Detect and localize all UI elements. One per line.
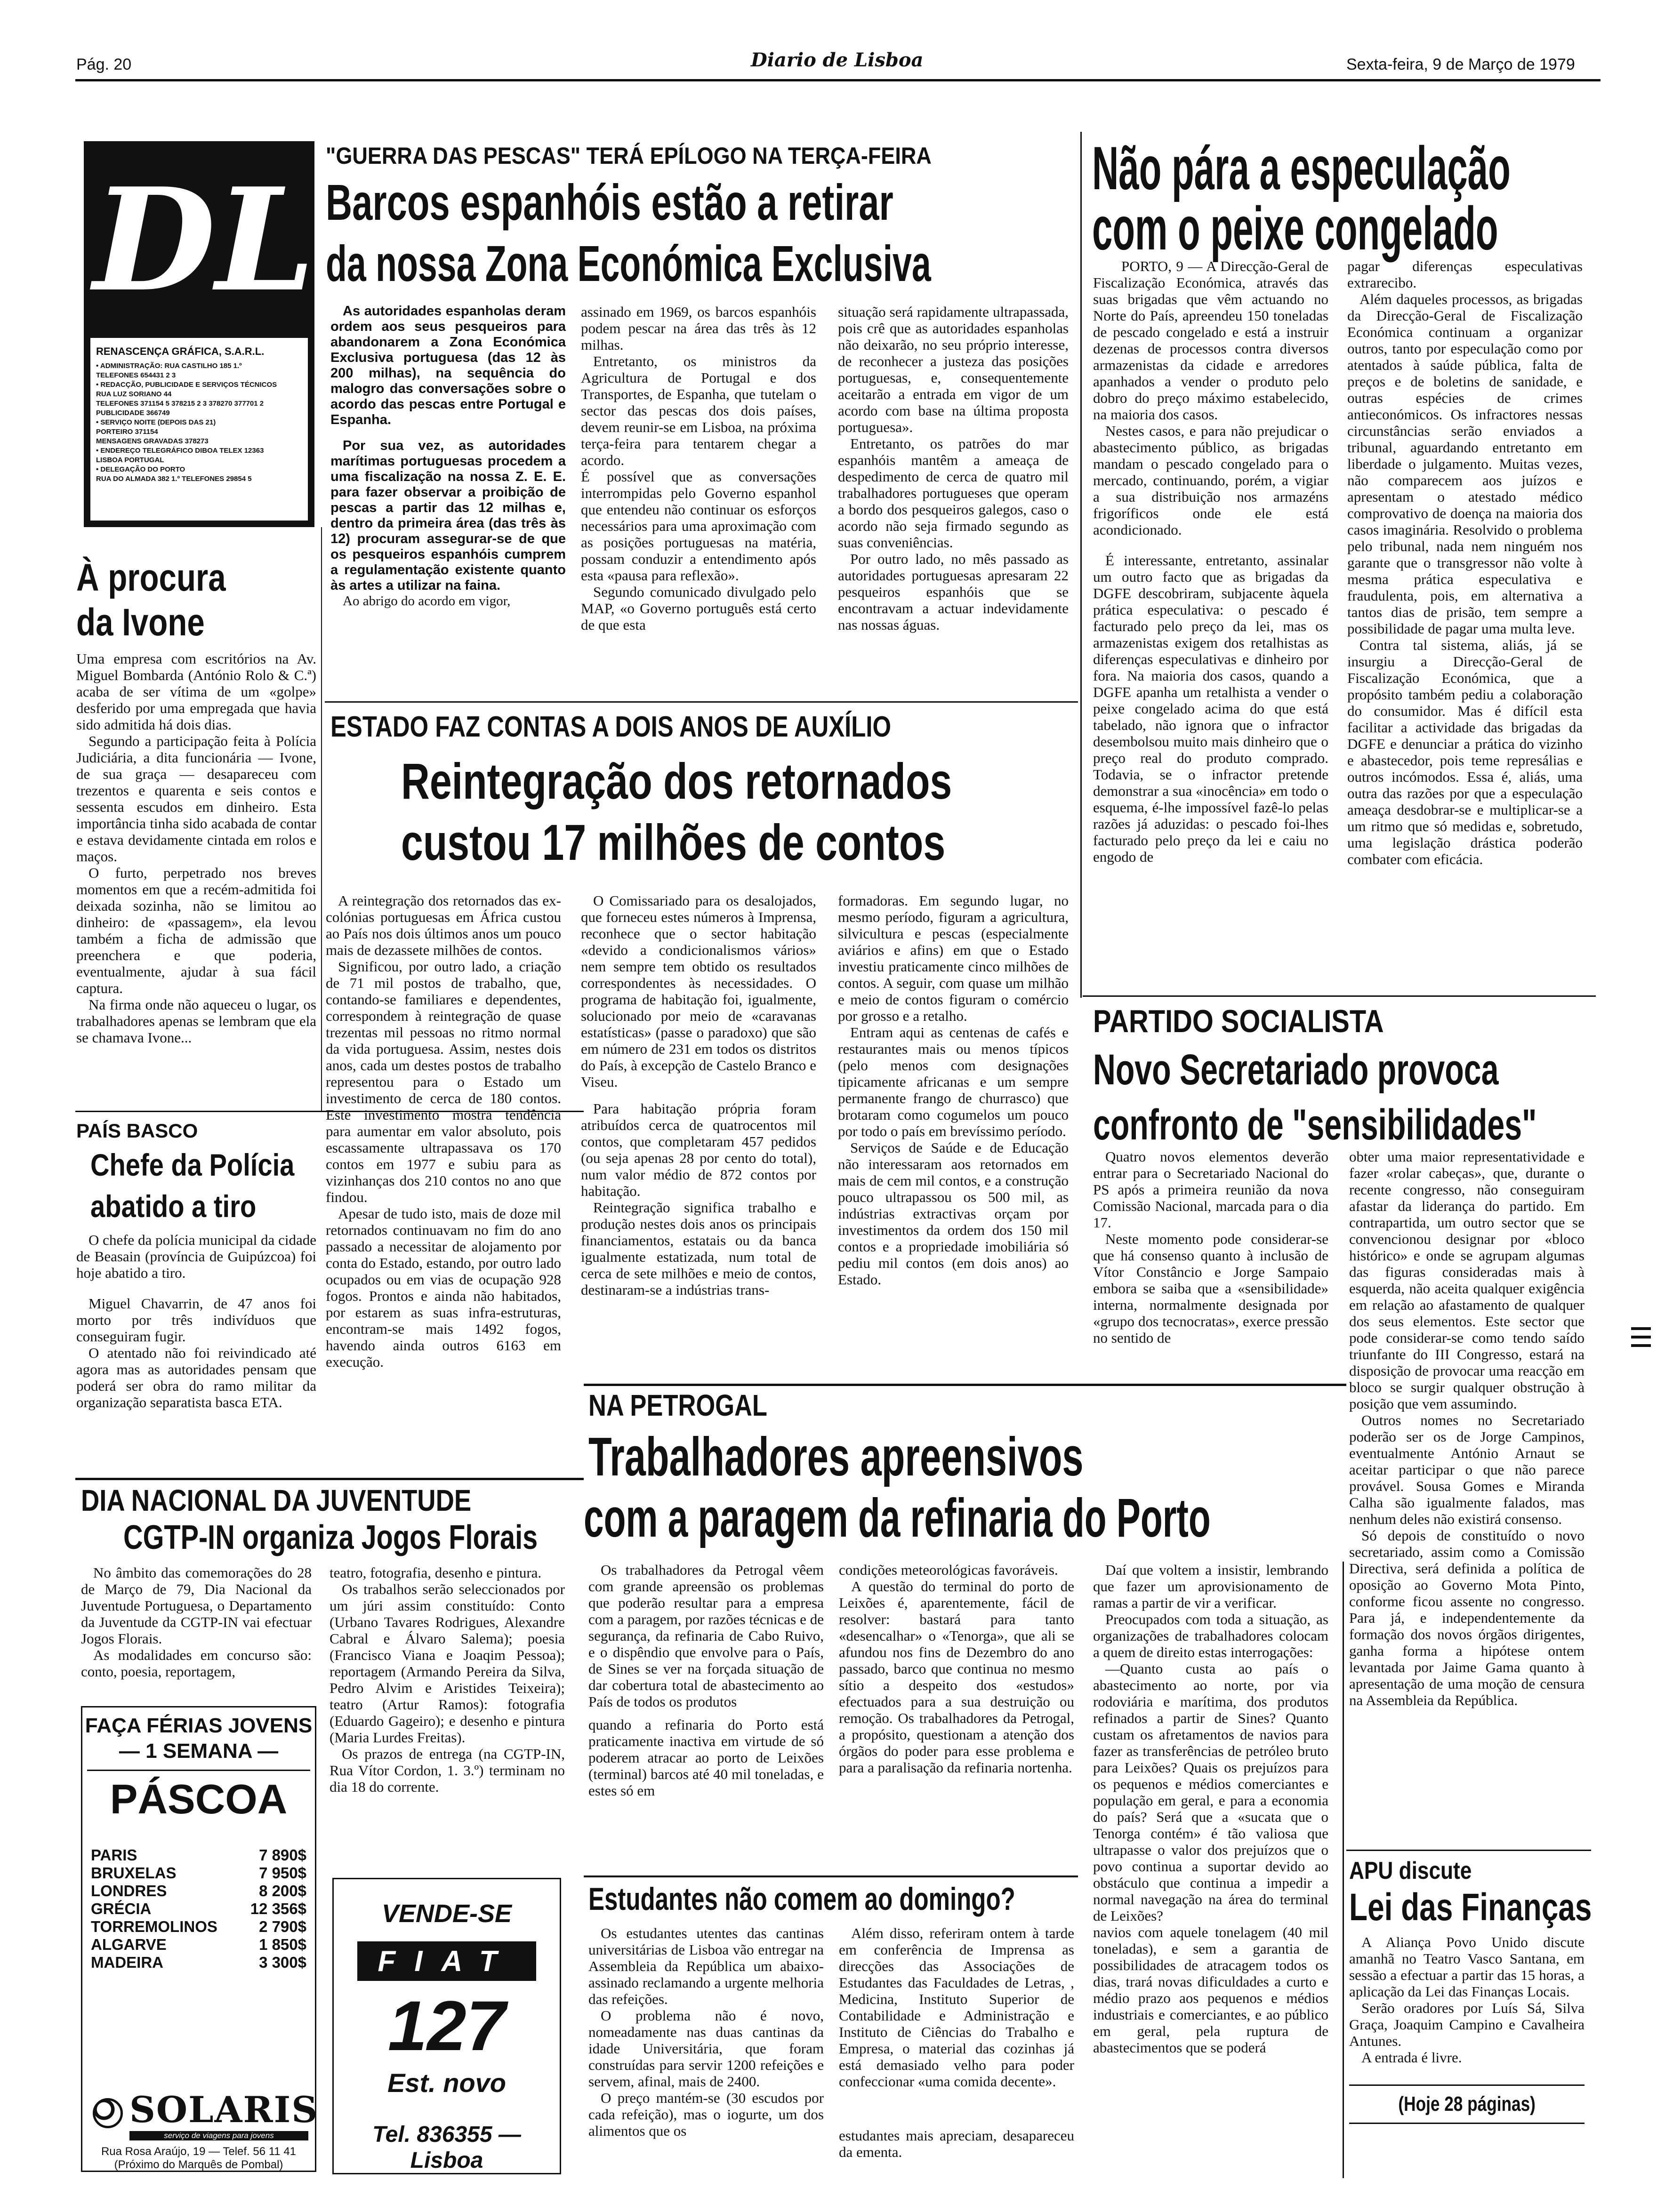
price-city: PARIS (91, 1846, 137, 1864)
header-rule (75, 79, 1601, 81)
juventude-kicker: DIA NACIONAL DA JUVENTUDE (81, 1483, 472, 1517)
logo-info-line: TELEFONES 654431 2 3 (96, 371, 176, 379)
basco-body: O chefe da polícia municipal da cidade de Beasain (província de Guipúzcoa) foi hoje abatido a tiro. Miguel Chavarrin, de 47 anos foi morto por três indivíduos que conseguiram fugir. O atentado não foi reivindicado até agora mas as autoridades pensam que poderá ser obra do ramo militar da organização separatista basca ETA. (76, 1232, 316, 1411)
solaris-brand: SOLARIS (129, 2089, 319, 2131)
solaris-pascoa: PÁSCOA (110, 1776, 288, 1822)
logo-box (84, 141, 314, 527)
apu-kicker: APU discute (1349, 1857, 1472, 1884)
price-value: 7 890$ (259, 1846, 306, 1864)
ps-title-1: Novo Secretariado provoca (1093, 1046, 1499, 1094)
price-value: 7 950$ (259, 1864, 306, 1882)
pescas-col-3: situação será rapidamente ultrapassada, pois crê que as autoridades espanholas não deixarão, no seu próprio interesse, de reconhecer a justeza das posições portuguesas, e, consequentemente aceitarão a entrada em vigor de um acordo com base na última proposta portuguesa». Entretanto, os patrões do mar espanhóis mantêm a ameaça de despedimento de cerca de quatro mil trabalhadores portugueses que operam a bordo dos pesqueiros galegos, caso o acordo não seja firmado segundo as suas conveniências. Por outro lado, no mês passado as autoridades portuguesas apresaram 22 pesqueiros espanhóis que se encontravam a actuar indevidamente nas nossas águas. (838, 304, 1069, 633)
retornados-col-1: A reintegração dos retornados das ex-colónias portuguesas em África custou ao País nos dois últimos anos um pouco mais de dezassete milhões de contos. Significou, por outro lado, a criação de 71 mil postos de trabalho, que, contando-se familiares e dependentes, correspondem à reintegração de quase trezentas mil pessoas no ritmo normal da vida portuguesa. Assim, nestes dois anos, cada um destes postos de trabalho representou para o Estado um investimento de cerca de 180 contos. Este investimento mostra tendência para aumentar em valor absoluto, pois escassamente ultrapassava os 170 contos em 1977 e subiu para as vizinhanças dos 210 contos no ano que findou. Apesar de tudo isto, mais de doze mil retornados continuavam no fim do ano passado a necessitar de alojamento por conta do Estado, estando, por outro lado ocupados ou em vias de ocupação 928 fogos. Prontos e ainda não habitados, por estarem as suas infra-estruturas, encontram-se mais 1492 fogos, havendo ainda outros 6163 em execução. (326, 892, 561, 1370)
petrogal-col-2: condições meteorológicas favoráveis. A questão do terminal do porto de Leixões é, aparentemente, fácil de resolver: bastará para tanto «desencalhar» o «Tenorga», que ali se afundou nos fins de Dezembro do ano passado, barco que continua no mesmo sítio a despeito dos «estudos» efectuados para a sua destruição ou remoção. Os trabalhadores da Petrogal, a propósito, questionam a atenção dos órgãos do poder para esse problema e para a paralisação da refinaria nortenha. (839, 1562, 1074, 1776)
retornados-title-1: Reintegração dos retornados (401, 753, 952, 809)
logo-info-line: PUBLICIDADE 366749 (96, 409, 170, 417)
pescas-kicker: "GUERRA DAS PESCAS" TERÁ EPÍLOGO NA TERÇA-FEIRA (326, 143, 932, 169)
fiat-phone: Tel. 836355 — Lisboa (372, 2122, 521, 2173)
petrogal-kicker: NA PETROGAL (588, 1388, 767, 1422)
logo-info-line: LISBOA PORTUGAL (96, 456, 164, 464)
logo-info-line: • ENDEREÇO TELEGRÁFICO DIBOA TELEX 12363 (96, 447, 264, 455)
logo-info-line: RUA LUZ SORIANO 44 (96, 390, 172, 398)
price-row (91, 1882, 306, 1900)
price-row (91, 1954, 306, 1972)
apu-rule (1346, 1850, 1591, 1851)
fiat-state: Est. novo (387, 2068, 507, 2098)
price-value: 8 200$ (259, 1882, 306, 1899)
vrule-center-right (1080, 132, 1082, 998)
price-row (91, 1864, 306, 1882)
vrule-left (321, 527, 322, 1111)
price-value: 2 790$ (259, 1918, 306, 1935)
price-value: 12 356$ (250, 1900, 306, 1917)
price-row (91, 1918, 306, 1936)
retornados-col-2: O Comissariado para os desalojados, que forneceu estes números à Imprensa, reconhece que o sector habitação «devido a condicionalismos vários» nem sempre tem obtido os resultados correspondentes às necessidades. O programa de habitação foi, igualmente, solucionado por meio de «caravanas estatísticas» (passe o paradoxo) que são em número de 231 em todos os distritos do País, à excepção de Castelo Branco e Viseu. Para habitação própria foram atribuídos cerca de quatrocentos mil contos, que completaram 457 pedidos (ou seja apenas 28 por cento do total), num valor médio de 872 contos por habitação. Reintegração significa trabalho e produção nestes dois anos os principais financiamentos, estatais ou da banca igualmente estatizada, num total de cerca de sete milhões e meio de contos, destinaram-se a indústrias trans- (581, 892, 816, 1298)
petrogal-title-2: com a paragem da refinaria do Porto (584, 1487, 1211, 1548)
peixe-title-2: com o peixe congelado (1092, 194, 1498, 263)
pescas-title-1: Barcos espanhóis estão a retirar (326, 174, 893, 231)
logo-info-line: PORTEIRO 371154 (96, 428, 158, 436)
logo-info-line: TELEFONES 371154 5 378215 2 3 378270 377701 2 (96, 400, 264, 408)
apu-pages: (Hoje 28 páginas) (1398, 2092, 1536, 2116)
juventude-col-1: No âmbito das comemorações do 28 de Março de 79, Dia Nacional da Juventude Portuguesa, o Departamento da Juventude da CGTP-IN vai efectuar Jogos Florais. As modalidades em concurso são: conto, poesia, reportagem, (81, 1564, 312, 1680)
fiat-ad (332, 1878, 561, 2174)
petrogal-vrule (1343, 1562, 1344, 2178)
solaris-ad (81, 1706, 319, 2172)
estudantes-col-1: Os estudantes utentes das cantinas universitárias de Lisboa vão entregar na Assembleia da República um abaixo-assinado reclamando a urgente melhoria das refeições. O problema não é novo, nomeadamente nas duas cantinas da idade Universitária, que foram construídas para servir 1200 refeições e servem, afinal, mais de 2400. O preço mantém-se (30 escudos por cada refeição), mas o iogurte, um dos alimentos que os (588, 1925, 824, 2139)
peixe-col-1: PORTO, 9 — A Direcção-Geral de Fiscalização Económica, através das suas brigadas que vêm actuando no Norte do País, apreendeu 150 toneladas de pescado congelado e está a instruir dezenas de processos contra diversos armazenistas da cidade e arredores apanhados a vender o produto pelo dobro do preço máximo estabelecido, na maioria dos casos. Nestes casos, e para não prejudicar o abastecimento público, as brigadas mandam o pescado congelado para o mercado, continuando, porém, a vigiar a sua distribuição nos armazéns frigoríficos onde ele está acondicionado. É interessante, entretanto, assinalar um outro facto que as brigadas da DGFE descobriram, subjacente àquela prática especulativa: o pescado é facturado pelo preço da lei, mas os armazenistas exigem dos retalhistas as diferenças especulativas e dinheiro por fora. Na maioria dos casos, quando a DGFE apanha um retalhista a vender o peixe congelado acima do que está tabelado, não ignora que o infractor desembolsou muito mais dinheiro que o preço real do produto comprado. Todavia, se o infractor pretende demonstrar a sua «inocência» em todo o esquema, é-lhe impossível fazê-lo pelas razões já aduzidas: o pescado foi-lhes facturado pelo preço da lei e caiu no engodo de (1093, 258, 1328, 865)
logo-info-line: RUA DO ALMADA 382 1.º TELEFONES 29854 5 (96, 475, 252, 483)
ivone-body: Uma empresa com escritórios na Av. Miguel Bombarda (António Rolo & C.ª) acaba de ser vítima de um «golpe» desferido por uma empregada que havia sido admitida há dois dias. Segundo a participação feita à Polícia Judiciária, a dita funcionária — Ivone, de sua graça — desapareceu com trezentos e quarenta e seis contos e sessenta escudos em dinheiro. Esta importância tinha sido acabada de contar e estava devidamente cintada em rolos e maços. O furto, perpetrado nos breves momentos em que a recém-admitida foi deixada sozinha, não se limitou ao dinheiro: de «passagem», ela levou também a ficha de admissão que preenchera e que poderia, eventualmente, ajudar à sua fácil captura. Na firma onde não aqueceu o lugar, os trabalhadores apenas se lembram que ela se chamava Ivone... (76, 650, 316, 1046)
pescas-col-1: As autoridades espanholas deram ordem aos seus pesqueiros para abandonarem a Zona Económica Exclusiva portuguesa (das 12 às 200 milhas), na sequência do malogro das conversações sobre o acordo das pescas entre Portugal e Espanha. Por sua vez, as autoridades marítimas portuguesas procedem a uma fiscalização na nossa Z. E. E. para fazer observar a proibição de pescas a partir das 12 milhas e, dentro da primeira área (das três às 12) procuram assegurar-se de que os pesqueiros espanhóis cumprem a regulamentação existente quanto às artes a utilizar na faina. Ao abrigo do acordo em vigor, (330, 304, 566, 609)
price-row (91, 1900, 306, 1918)
apu-body: A Aliança Povo Unido discute amanhã no Teatro Vasco Santana, em sessão a efectuar a partir das 15 horas, a aplicação da Lei das Finanças Locais. Serão oradores por Luís Sá, Silva Graça, Joaquim Campino e Cavalheira Antunes. A entrada é livre. (1349, 1934, 1585, 2066)
basco-title-2: abatido a tiro (90, 1189, 257, 1224)
fiat-logo (357, 1941, 536, 1981)
peixe-col-2: pagar diferenças especulativas extrarecibo. Além daqueles processos, as brigadas da Direcção-Geral de Fiscalização Económica continuam a organizar outros, tanto por especulação como por atentados à saúde pública, falta de preços e de boletins de sanidade, e outras espécies de crimes antieconómicos. Os infractores nessas circunstâncias serão enviados a tribunal, aguardando entretanto em liberdade o julgamento. Muitas vezes, não comparecem aos juízos e apresentam o atestado médico comprovativo de doença na maioria dos casos imaginária. Resolvido o problema pelo tribunal, nada nem ninguém nos garante que o transgressor não volte à mesma prática especulativa e fraudulenta, pois, em alternativa a tantos dias de prisão, tem sempre a possibilidade de pagar uma multa leve. Contra tal sistema, aliás, já se insurgiu a Direcção-Geral de Fiscalização Económica, que a propósito também pediu a colaboração do consumidor. Mas é difícil esta facilitar a actividade das brigadas da DGFE e denunciar a prática do vizinho e abastecedor, pois teme represálias e outros incómodos. Essa é, aliás, uma outra das razões por que a especulação ameaça desdobrar-se e multiplicar-se a um ritmo que só medidas e, sobretudo, uma legislação drástica poderão combater com eficácia. (1347, 258, 1583, 867)
apu-title: Lei das Finanças (1349, 1886, 1592, 1929)
estudantes-col-2: Além disso, referiram ontem à tarde em conferência de Imprensa as direcções das Associações de Estudantes das Faculdades de Letras, , Medicina, Instituto Superior de Contabilidade e Administração e Instituto de Ciências do Trabalho e Empresa, o material das cozinhas já está demasiado velho para poder confeccionar «uma comida decente». estudantes mais apreciam, desapareceu da ementa. (839, 1925, 1074, 2160)
price-city: GRÉCIA (91, 1900, 152, 1917)
ivone-title-2: da Ivone (76, 601, 205, 644)
logo-info-line: • REDACÇÃO, PUBLICIDADE E SERVIÇOS TÉCNICOS (96, 381, 277, 389)
price-value: 1 850$ (259, 1936, 306, 1953)
page-date: Sexta-feira, 9 de Março de 1979 (1346, 56, 1575, 73)
dl-logo: DL (93, 157, 315, 323)
price-city: ALGARVE (91, 1936, 167, 1953)
estudantes-title: Estudantes não comem ao domingo? (588, 1881, 1015, 1917)
retornados-kicker: ESTADO FAZ CONTAS A DOIS ANOS DE AUXÍLIO (330, 711, 892, 743)
juventude-col-2: teatro, fotografia, desenho e pintura. Os trabalhos serão seleccionados por um júri assim constituído: Conto (Urbano Tavares Rodrigues, Alexandre Cabral e Álvaro Salema); poesia (Francisco Viana e Joaqim Pessoa); reportagem (Armando Pereira da Silva, Pedro Alvim e Aristides Teixeira); teatro (Artur Ramos): fotografia (Eduardo Gageiro); e desenho e pintura (Maria Lurdes Freitas). Os prazos de entrega (na CGTP-IN, Rua Vítor Cordon, 1. 3.º) terminam no dia 18 do corrente. (330, 1564, 565, 1795)
solaris-address: Rua Rosa Araújo, 19 — Telef. 56 11 41 (Próximo do Marquês de Pombal) (101, 2145, 297, 2171)
fiat-head: VENDE-SE (381, 1899, 512, 1928)
logo-info-line: • SERVIÇO NOITE (DEPOIS DAS 21) (96, 418, 216, 426)
logo-info (90, 338, 308, 521)
solaris-tagline: serviço de viagens para jovens (129, 2131, 308, 2140)
retornados-title-2: custou 17 milhões de contos (401, 814, 946, 871)
ps-title-2: confronto de "sensibilidades" (1093, 1101, 1537, 1149)
peixe-rule (1083, 995, 1596, 997)
basco-kicker: PAÍS BASCO (76, 1120, 198, 1142)
juventude-title: CGTP-IN organiza Jogos Florais (123, 1519, 538, 1556)
pescas-col-2: assinado em 1969, os barcos espanhóis podem pescar na área das três às 12 milhas. Entretanto, os ministros da Agricultura de Portugal e dos Transportes, de Espanha, que tutelam o sector das pescas dos dois países, devem reunir-se em Lisboa, na próxima terça-feira para tentarem chegar a acordo. É possível que as conversações interrompidas pelo Governo espanhol que entendeu não continuar os esforços necessários para uma aproximação com as posições portuguesas na matéria, possam conduzir a entendimento após esta «pausa para reflexão». Segundo comunicado divulgado pelo MAP, «o Governo português está certo de que esta (581, 304, 816, 633)
ps-col-2: obter uma maior representatividade e fazer «rolar cabeças», que, durante o recente congresso, não conseguiram afastar da liderança do partido. Em contrapartida, um outro sector que se convencionou designar por «bloco histórico» e onde se agrupam algumas das figuras consideradas mais à esquerda, não aceita qualquer exigência em relação ao afastamento de qualquer dos seus elementos. Este sector que pode considerar-se como tendo saído triunfante do III Congresso, estará na disposição de provocar uma reacção em bloco se surgir qualquer obstrução à posição que vem assumindo. Outros nomes no Secretariado poderão ser os de Jorge Campinos, eventualmente António Arnaut se aceitar participar o que não parece provável. Sousa Gomes e Miranda Calha são igualmente falados, mas nenhum deles não existirá consenso. Só depois de constituído o novo secretariado, assim como a Comissão Directiva, será definida a política de oposição ao Governo Mota Pinto, conforme ficou assente no congresso. Para já, e independentemente da formação dos novos órgãos dirigentes, ganha forma a hipótese ontem levantada por Jaime Gama quanto à apresentação de uma moção de censura na Assembleia da República. (1349, 1148, 1585, 1708)
ps-kicker: PARTIDO SOCIALISTA (1093, 1003, 1384, 1039)
ivone-title-1: À procura (76, 556, 226, 599)
logo-info-line: MENSAGENS GRAVADAS 378273 (96, 437, 209, 445)
price-list (91, 1846, 306, 1972)
solaris-heading-1: FAÇA FÉRIAS JOVENS (85, 1714, 313, 1737)
price-row (91, 1846, 306, 1864)
price-city: BRUXELAS (91, 1864, 177, 1882)
apu-pages-box (1349, 2084, 1585, 2124)
logo-info-line: RENASCENÇA GRÁFICA, S.A.R.L. (96, 345, 265, 357)
price-value: 3 300$ (259, 1954, 306, 1971)
retornados-col-3: formadoras. Em segundo lugar, no mesmo período, figuram a agricultura, silvicultura e pescas (especialmente aviários e afins) em que o Estado investiu praticamente cinco milhões de contos. A seguir, com quase um milhão e meio de contos figuram o comércio por grosso e a retalho. Entram aqui as centenas de cafés e restaurantes mais ou menos típicos (pelo menos com designações tipicamente africanas e um sempre permanente frango de churrasco) que brotaram como cogumelos um pouco por todo o país em brevíssimo período. Serviços de Saúde e de Educação não interessaram aos retornados em mais de cem mil contos, e a construção pouco ultrapassou os 500 mil, as indústrias extractivas orçam por investimentos da ordem dos 150 mil contos e a propriedade imobiliária só pediu mil contos (em dois anos) ao Estado. (838, 892, 1069, 1288)
solaris-globe-icon (93, 2098, 123, 2128)
logo-info-line: • ADMINISTRAÇÃO: RUA CASTILHO 185 1.º (96, 362, 242, 370)
fiat-model: 127 (387, 1986, 506, 2065)
page-number: Pág. 20 (76, 56, 132, 73)
petrogal-rule (584, 1384, 1346, 1386)
pescas-title-2: da nossa Zona Económica Exclusiva (326, 235, 931, 292)
pescas-rule (325, 701, 1078, 703)
logo-info-line: • DELEGAÇÃO DO PORTO (96, 465, 185, 473)
juventude-rule (75, 1478, 584, 1480)
solaris-heading-2: — 1 SEMANA — (119, 1739, 279, 1763)
ps-col-1: Quatro novos elementos deverão entrar para o Secretariado Nacional do PS após a primeira reunião da nova Comissão Nacional, marcada para o dia 17. Neste momento pode considerar-se que há consenso quanto à inclusão de Vítor Constâncio e Jorge Sampaio embora se saiba que a «sensibilidade» interna, normalmente designada por «grupo dos tecnocratas», exerce pressão no sentido de (1093, 1148, 1328, 1346)
masthead: Diario de Lisboa (751, 49, 924, 71)
price-city: LONDRES (91, 1882, 167, 1899)
margin-mark (1631, 1327, 1651, 1349)
price-row (91, 1936, 306, 1954)
fiat-brand: FIAT (378, 1945, 516, 1978)
price-city: MADEIRA (91, 1954, 163, 1971)
price-city: TORREMOLINOS (91, 1918, 217, 1935)
estudantes-rule (584, 1875, 1078, 1877)
petrogal-col-1: Os trabalhadores da Petrogal vêem com grande apreensão os problemas que poderão resultar para a empresa com a paragem, por razões técnicas e de segurança, da refinaria de Cabo Ruivo, e o dispêndio que envolve para o País, de Sines se ver na forçada situação de dar cobertura total de abastecimento ao País de todos os produtos quando a refinaria do Porto está praticamente inactiva em virtude de só poderem atracar ao porto de Leixões (terminal) barcos até 40 mil toneladas, e estes só em (588, 1562, 824, 1799)
basco-title-1: Chefe da Polícia (90, 1147, 295, 1182)
petrogal-title-1: Trabalhadores apreensivos (588, 1426, 1084, 1487)
peixe-title-1: Não pára a especulação (1092, 134, 1511, 202)
petrogal-col-3: Daí que voltem a insistir, lembrando que fazer um aprovisionamento de ramas a partir de vir a verificar. Preocupados com toda a situação, as organizações de trabalhadores colocam a quem de direito estas interrogações: —Quanto custa ao país o abastecimento ao norte, por via rodoviária e marítima, dos produtos refinados a partir de Sines? Quanto custam os afretamentos de navios para fazer as transferências de petróleo bruto para Leixões? Quais os prejuízos para os pequenos e médios comerciantes e população em geral, e para a economia do país? Será que a «sucata que o Tenorga contém» é tão valiosa que ultrapasse o valor dos prejuízos que o povo continua a suportar devido ao obstáculo que continua a impedir a normal navegação na área do terminal de Leixões? navios com aquele tonelagem (40 mil toneladas), e sem a garantia de possibilidades de atracagem todos os dias, trará novas dificuldades a curto e médio prazo aos pequenos e médios industriais e comerciantes, e ao público em geral, pela ruptura de abastecimentos que se poderá (1093, 1562, 1328, 2056)
